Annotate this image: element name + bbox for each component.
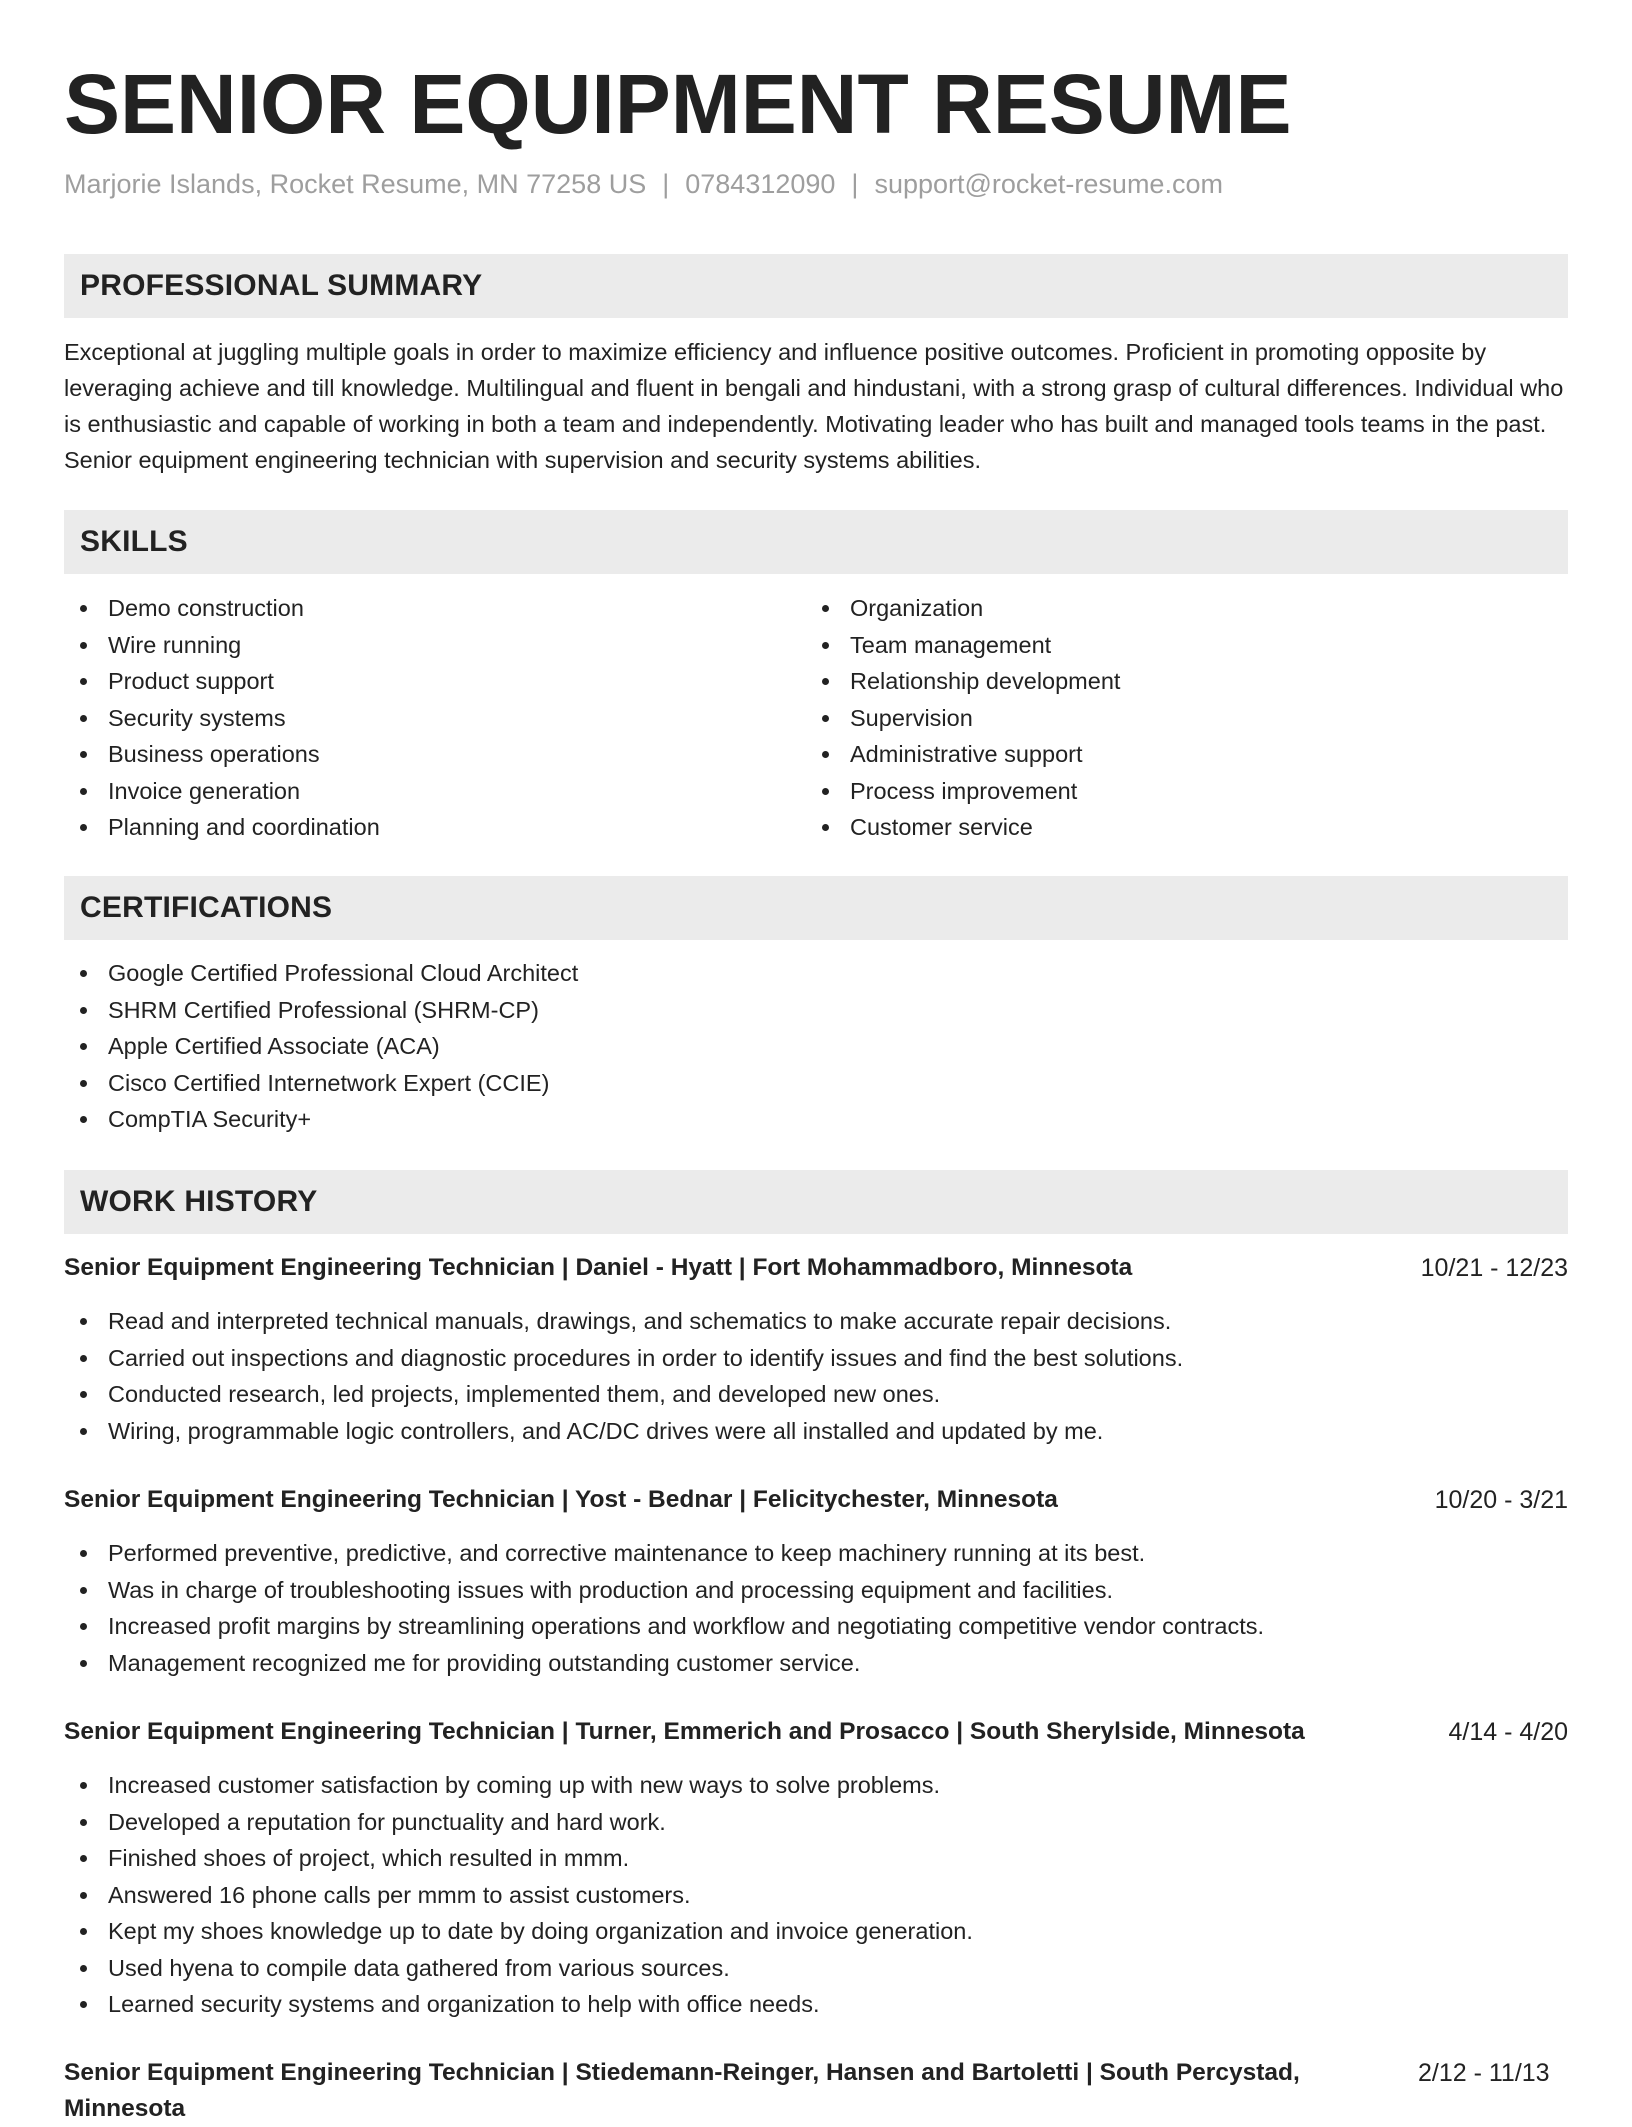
job-bullets (64, 1767, 973, 2023)
contact-separator: | (851, 169, 859, 199)
skill-item: Process improvement (806, 773, 1120, 810)
job-bullet: Read and interpreted technical manuals, drawings, and schematics to make accurate repair decisions. (64, 1303, 1183, 1340)
job-bullet: Conducted research, led projects, implemented them, and developed new ones. (64, 1376, 1183, 1413)
job-bullet: Answered 16 phone calls per mmm to assist customers. (64, 1877, 973, 1914)
skill-item: Business operations (64, 736, 380, 773)
job-bullet: Kept my shoes knowledge up to date by doing organization and invoice generation. (64, 1913, 973, 1950)
job-bullet: Performed preventive, predictive, and corrective maintenance to keep machinery running at its best. (64, 1535, 1264, 1572)
job-bullet: Learned security systems and organization to help with office needs. (64, 1986, 973, 2023)
job-title: Senior Equipment Engineering Technician | Daniel - Hyatt | Fort Mohammadboro, Minnesota (64, 1254, 1133, 1281)
section-heading: PROFESSIONAL SUMMARY (80, 269, 483, 302)
job-bullet: Increased profit margins by streamlining operations and workflow and negotiating competitive vendor contracts. (64, 1608, 1264, 1645)
job-title: Senior Equipment Engineering Technician | Yost - Bednar | Felicitychester, Minnesota (64, 1486, 1058, 1513)
skill-item: Supervision (806, 700, 1120, 737)
section-header-certifications (64, 876, 1568, 940)
certification-item: Google Certified Professional Cloud Architect (64, 955, 578, 992)
contact-address: Marjorie Islands, Rocket Resume, MN 77258 US (64, 169, 647, 199)
contact-phone: 0784312090 (685, 169, 836, 199)
skill-item: Invoice generation (64, 773, 380, 810)
certification-item: Apple Certified Associate (ACA) (64, 1028, 578, 1065)
job-dates: 2/12 - 11/13 (1418, 2059, 1550, 2087)
skill-item: Team management (806, 627, 1120, 664)
section-heading: CERTIFICATIONS (80, 891, 333, 924)
job-bullet: Increased customer satisfaction by coming up with new ways to solve problems. (64, 1767, 973, 1804)
section-header-summary (64, 254, 1568, 318)
skill-item: Relationship development (806, 663, 1120, 700)
contact-separator: | (662, 169, 670, 199)
job-bullet: Management recognized me for providing outstanding customer service. (64, 1645, 1264, 1682)
job-bullets (64, 1535, 1264, 1681)
certification-item: Cisco Certified Internetwork Expert (CCIE) (64, 1065, 578, 1102)
job-bullet: Finished shoes of project, which resulted in mmm. (64, 1840, 973, 1877)
job-bullet: Used hyena to compile data gathered from various sources. (64, 1950, 973, 1987)
job-dates: 10/20 - 3/21 (1434, 1486, 1568, 1514)
summary-text: Exceptional at juggling multiple goals in order to maximize efficiency and influence positive outcomes. Proficient in promoting opposite by leveraging achieve and till knowledge. Multilingual and fluent in bengali and hindustani, with a strong grasp of cultural differences. Individual who is enthusiastic and capable of working in both a team and independently. Motivating leader who has built and managed tools teams in the past. Senior equipment engineering technician with supervision and security systems abilities. (64, 339, 1564, 473)
skill-item: Customer service (806, 809, 1120, 846)
skills-list-left (64, 590, 380, 846)
section-heading: SKILLS (80, 525, 188, 558)
contact-email: support@rocket-resume.com (874, 169, 1223, 199)
skill-item: Organization (806, 590, 1120, 627)
job-bullets (64, 1303, 1183, 1449)
job-bullet: Was in charge of troubleshooting issues with production and processing equipment and facilities. (64, 1572, 1264, 1609)
skill-item: Planning and coordination (64, 809, 380, 846)
certifications-list (64, 955, 578, 1138)
job-dates: 4/14 - 4/20 (1448, 1718, 1568, 1746)
skill-item: Security systems (64, 700, 380, 737)
job-title: Senior Equipment Engineering Technician | Stiedemann-Reinger, Hansen and Bartoletti | South Percystad, Minnesota (64, 2059, 1300, 2122)
contact-line (64, 165, 1223, 203)
job-bullet: Carried out inspections and diagnostic procedures in order to identify issues and find the best solutions. (64, 1340, 1183, 1377)
certification-item: CompTIA Security+ (64, 1101, 578, 1138)
skill-item: Administrative support (806, 736, 1120, 773)
certification-item: SHRM Certified Professional (SHRM-CP) (64, 992, 578, 1029)
job-title: Senior Equipment Engineering Technician | Turner, Emmerich and Prosacco | South Sherylside, Minnesota (64, 1718, 1305, 1745)
job-bullet: Wiring, programmable logic controllers, and AC/DC drives were all installed and updated by me. (64, 1413, 1183, 1450)
skill-item: Demo construction (64, 590, 380, 627)
job-dates: 10/21 - 12/23 (1420, 1254, 1568, 1282)
section-header-skills (64, 510, 1568, 574)
section-heading: WORK HISTORY (80, 1185, 318, 1218)
skill-item: Wire running (64, 627, 380, 664)
resume-title: SENIOR EQUIPMENT RESUME (64, 57, 1292, 151)
skills-list-right (806, 590, 1120, 846)
skill-item: Product support (64, 663, 380, 700)
job-bullet: Developed a reputation for punctuality and hard work. (64, 1804, 973, 1841)
section-header-work-history (64, 1170, 1568, 1234)
